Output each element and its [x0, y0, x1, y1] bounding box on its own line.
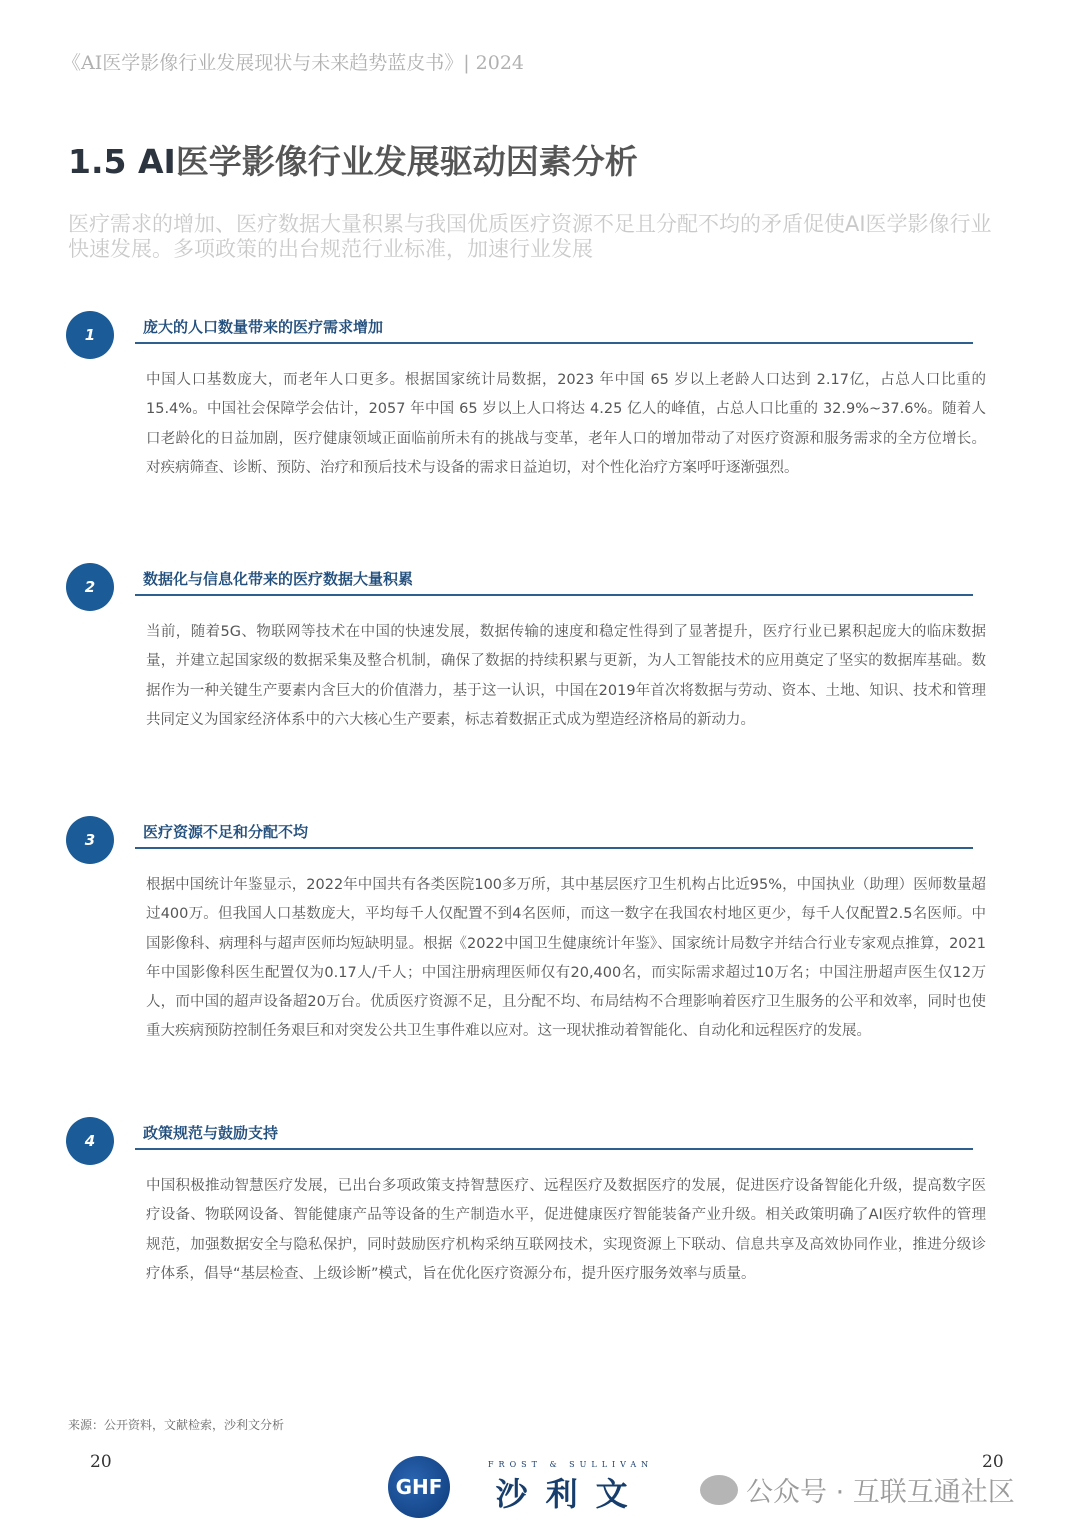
section-body: 当前，随着5G、物联网等技术在中国的快速发展，数据传输的速度和稳定性得到了显著提升，医疗行业已累积起庞大的临床数据量，并建立起国家级的数据采集及整合机制，确保了数据的持续积累与更新，为人工智能技术的应用奠定了坚实的数据库基础。数据作为一种关键生产要素内含巨大的价值潜力，基于这一认识，中国在2019年首次将数据与劳动、资本、土地、知识、技术和管理共同定义为国家经济体系中的六大核心生产要素，标志着数据正式成为塑造经济格局的新动力。: [146, 624, 986, 728]
section-number-badge: 3: [66, 816, 114, 864]
section-number-badge: 4: [66, 1117, 114, 1165]
section-title: 庞大的人口数量带来的医疗需求增加: [143, 318, 384, 336]
section-title: 数据化与信息化带来的医疗数据大量积累: [143, 570, 414, 588]
section-title: 医疗资源不足和分配不均: [143, 823, 309, 841]
footer-logos: [388, 1456, 653, 1518]
section-divider: [135, 342, 973, 344]
section-divider: [135, 1148, 973, 1150]
ghf-globe-logo: GHF: [388, 1456, 450, 1518]
wechat-watermark: [700, 1470, 1015, 1509]
section-divider: [135, 594, 973, 596]
running-header: 《AI医学影像行业发展现状与未来趋势蓝皮书》| 2024: [62, 52, 525, 74]
page-number-left: 20: [90, 1452, 112, 1472]
page-title: [68, 136, 638, 183]
page-number-right: 20: [982, 1452, 1004, 1472]
section-number-badge: 2: [66, 563, 114, 611]
logo-english: FROST & SULLIVAN: [488, 1459, 654, 1469]
source-note: 来源：公开资料，文献检索，沙利文分析: [68, 1418, 285, 1432]
wechat-icon: [700, 1475, 738, 1505]
watermark-text: 公众号 · 互联互通社区: [746, 1477, 1015, 1508]
section-body: 中国积极推动智慧医疗发展，已出台多项政策支持智慧医疗、远程医疗及数据医疗的发展，促进医疗设备智能化升级，提高数字医疗设备、物联网设备、智能健康产品等设备的生产制造水平，促进健康医疗智能装备产业升级。相关政策明确了AI医疗软件的管理规范，加强数据安全与隐私保护，同时鼓励医疗机构采纳互联网技术，实现资源上下联动、信息共享及高效协同作业，推进分级诊疗体系，倡导“基层检查、上级诊断”模式，旨在优化医疗资源分布，提升医疗服务效率与质量。: [146, 1178, 986, 1282]
frost-sullivan-logo: [488, 1460, 653, 1515]
section-title: 政策规范与鼓励支持: [143, 1124, 279, 1142]
title-prefix: 1.5 AI: [68, 142, 176, 181]
title-rest: 医学影像行业发展驱动因素分析: [175, 142, 638, 181]
section-body: 中国人口基数庞大，而老年人口更多。根据国家统计局数据，2023 年中国 65 岁以上老龄人口达到 2.17亿，占总人口比重的 15.4%。中国社会保障学会估计，2057 年中国 65 岁以上人口将达 4.25 亿人的峰值，占总人口比重的 32.9%~37.6%。随着人口老龄化的日益加剧，医疗健康领域正面临前所未有的挑战与变革，老年人口的增加带动了对医疗资源和服务需求的全方位增长。对疾病筛查、诊断、预防、治疗和预后技术与设备的需求日益迫切，对个性化治疗方案呼吁逐渐强烈。: [146, 372, 986, 476]
logo-chinese: 沙利文: [495, 1474, 646, 1513]
section-number-badge: 1: [66, 311, 114, 359]
section-body: 根据中国统计年鉴显示，2022年中国共有各类医院100多万所，其中基层医疗卫生机构占比近95%，中国执业（助理）医师数量超过400万。但我国人口基数庞大，平均每千人仅配置不到4名医师，而这一数字在我国农村地区更少，每千人仅配置2.5名医师。中国影像科、病理科与超声医师均短缺明显。根据《2022中国卫生健康统计年鉴》、国家统计局数字并结合行业专家观点推算，2021年中国影像科医生配置仅为0.17人/千人；中国注册病理医师仅有20,400名，而实际需求超过10万名；中国注册超声医生仅12万人，而中国的超声设备超20万台。优质医疗资源不足，且分配不均、布局结构不合理影响着医疗卫生服务的公平和效率，同时也使重大疾病预防控制任务艰巨和对突发公共卫生事件难以应对。这一现状推动着智能化、自动化和远程医疗的发展。: [146, 877, 986, 1040]
subtitle: 医疗需求的增加、医疗数据大量积累与我国优质医疗资源不足且分配不均的矛盾促使AI医学影像行业快速发展。多项政策的出台规范行业标准，加速行业发展: [68, 212, 992, 261]
section-divider: [135, 847, 973, 849]
